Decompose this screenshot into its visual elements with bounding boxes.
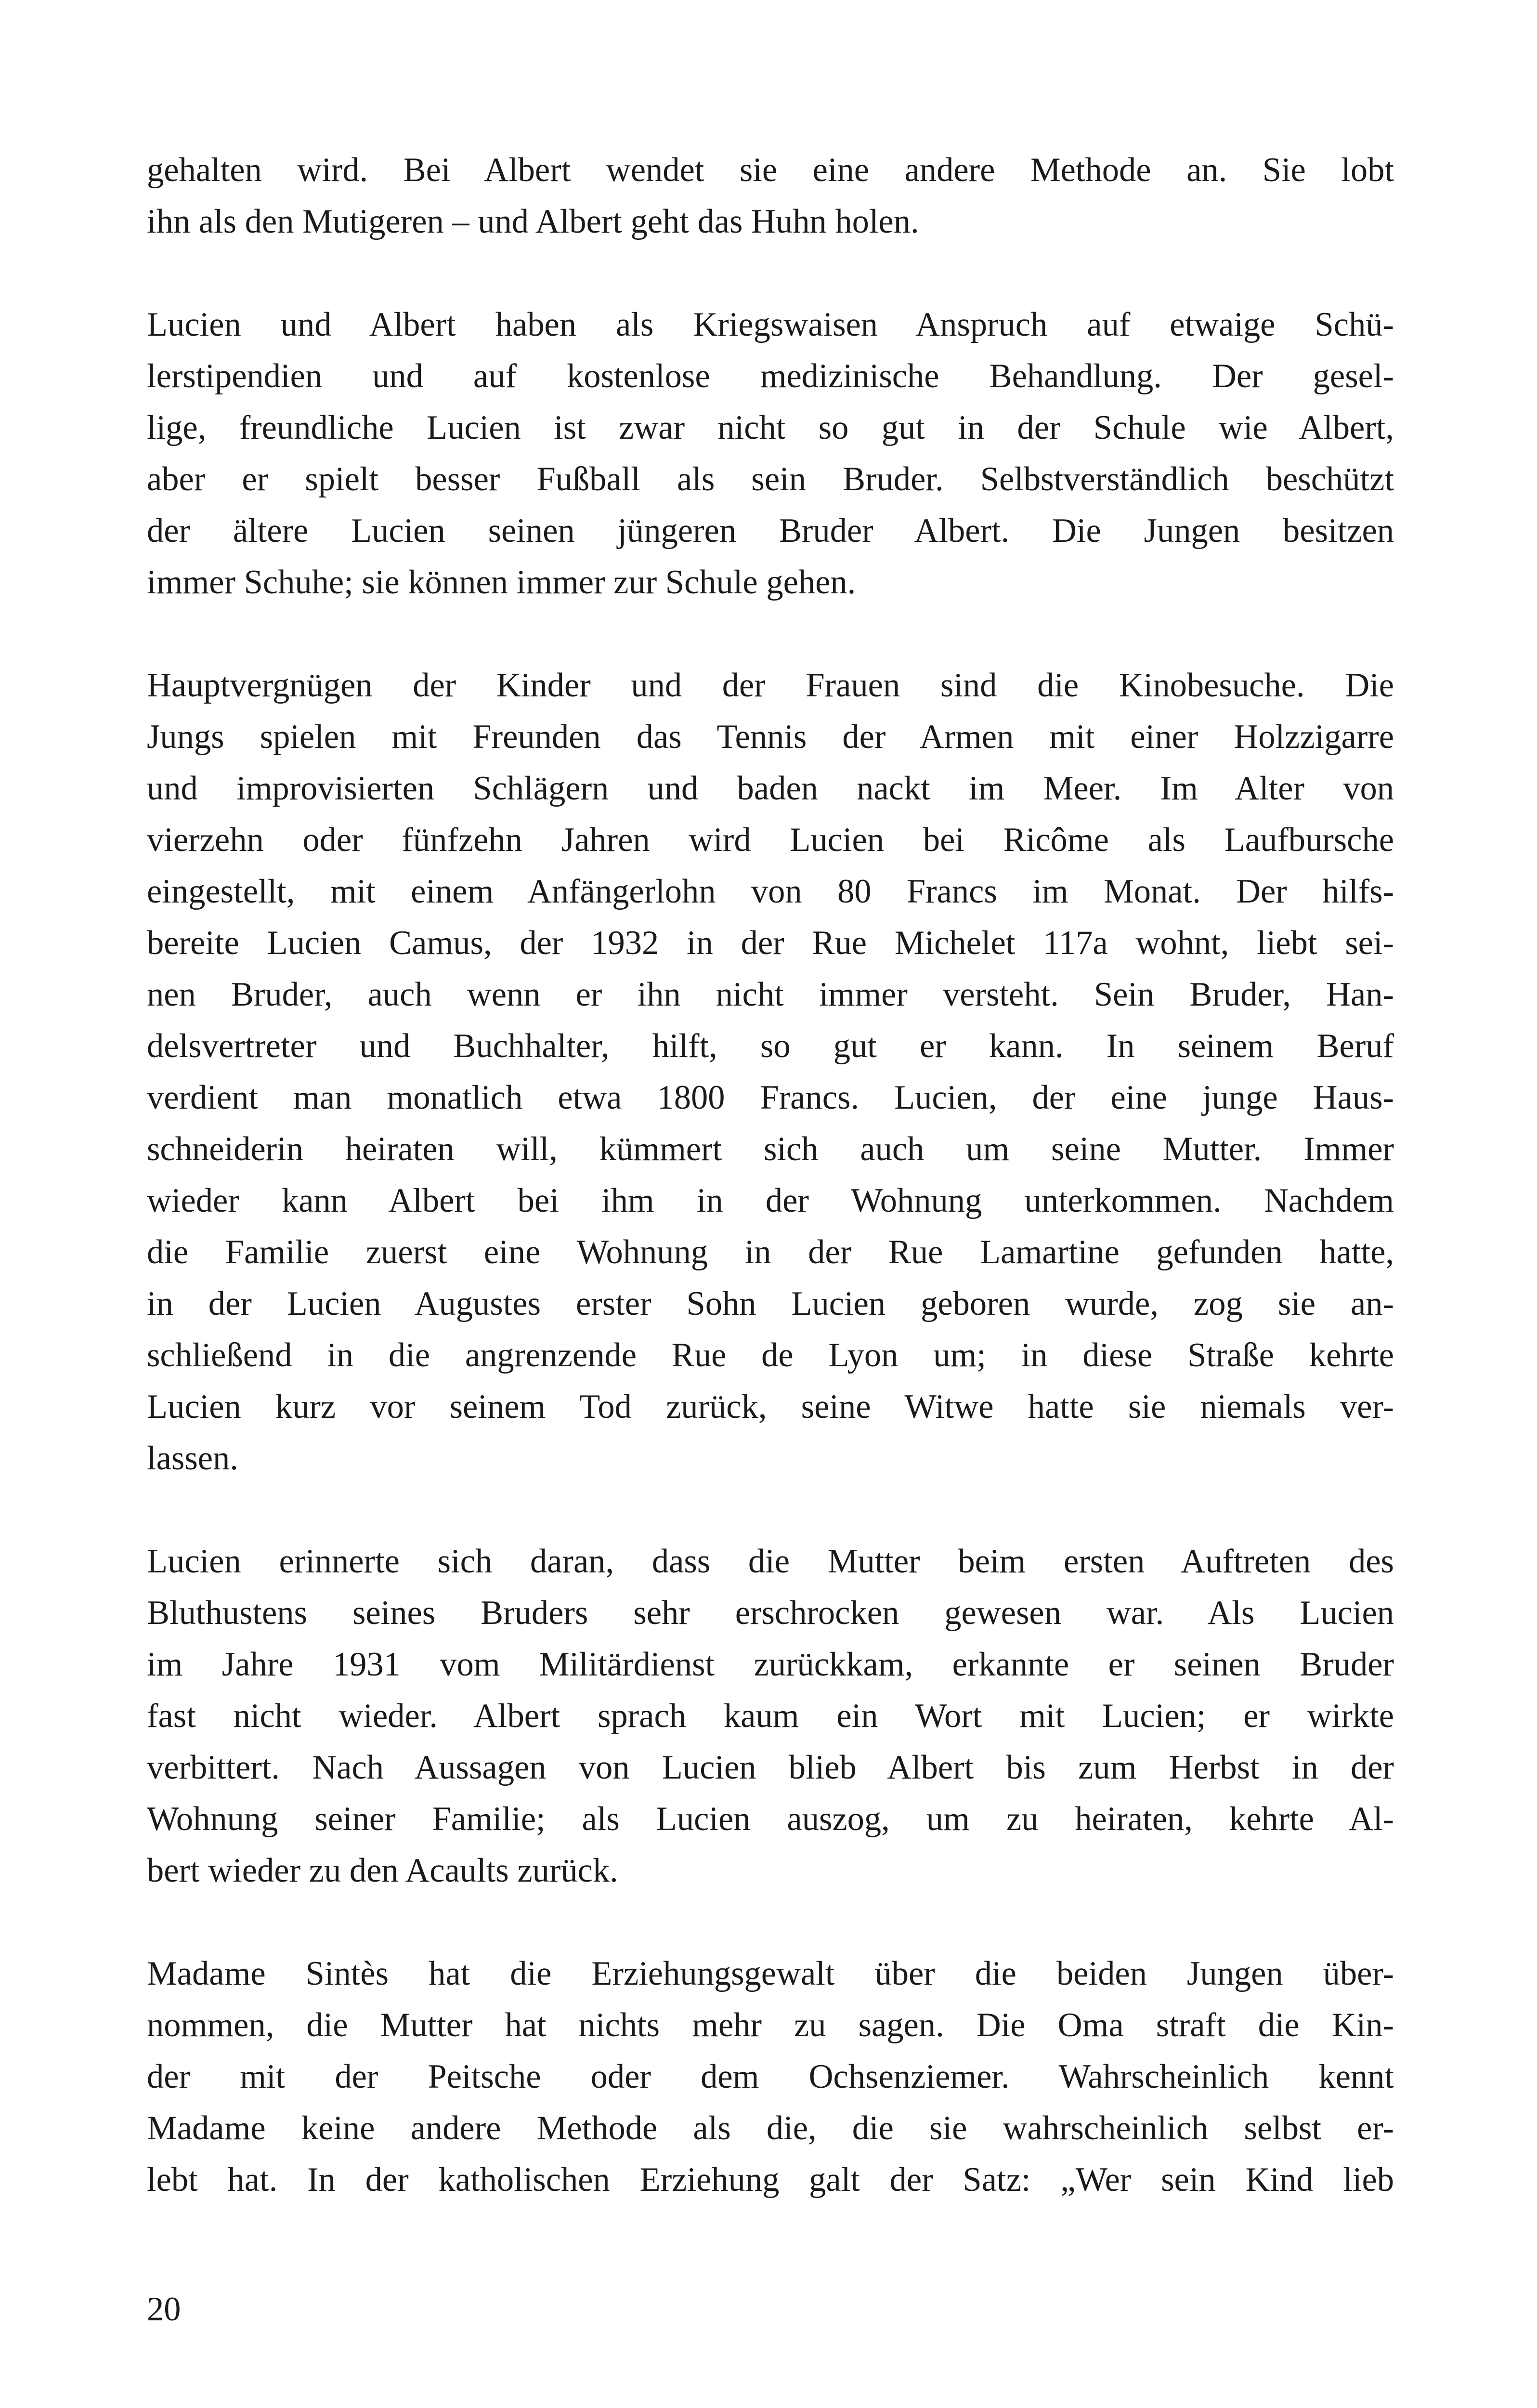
paragraph [147,660,1394,1484]
text-line: Hauptvergnügen der Kinder und der Frauen sind die Kinobesuche. Die [147,667,1394,704]
text-line: vierzehn oder fünfzehn Jahren wird Lucien bei Ricôme als Laufbursche [147,821,1394,859]
text-line: aber er spielt besser Fußball als sein Bruder. Selbstverständlich beschützt [147,460,1394,498]
text-line: immer Schuhe; sie können immer zur Schule gehen. [147,563,856,601]
text-line: Madame Sintès hat die Erziehungsgewalt über die beiden Jungen über- [147,1955,1394,1992]
text-line: lerstipendien und auf kostenlose medizinische Behandlung. Der gesel- [147,357,1394,395]
text-line: schneiderin heiraten will, kümmert sich auch um seine Mutter. Immer [147,1130,1394,1168]
text-line: Jungs spielen mit Freunden das Tennis der Armen mit einer Holzzigarre [147,718,1394,756]
text-line: in der Lucien Augustes erster Sohn Lucien geboren wurde, zog sie an- [147,1285,1394,1322]
paragraph [147,144,1394,248]
paragraph [147,1536,1394,1897]
text-line: bereite Lucien Camus, der 1932 in der Rue Michelet 117a wohnt, liebt sei- [147,924,1394,962]
text-line: verbittert. Nach Aussagen von Lucien blieb Albert bis zum Herbst in der [147,1749,1394,1786]
text-line: Wohnung seiner Familie; als Lucien auszog, um zu heiraten, kehrte Al- [147,1800,1394,1838]
text-line: Lucien erinnerte sich daran, dass die Mutter beim ersten Auftreten des [147,1543,1394,1580]
text-line: die Familie zuerst eine Wohnung in der Rue Lamartine gefunden hatte, [147,1233,1394,1271]
text-line: Madame keine andere Methode als die, die sie wahrscheinlich selbst er- [147,2109,1394,2147]
text-line: verdient man monatlich etwa 1800 Francs. Lucien, der eine junge Haus- [147,1079,1394,1116]
text-line: Lucien kurz vor seinem Tod zurück, seine Witwe hatte sie niemals ver- [147,1388,1394,1426]
paragraph [147,299,1394,608]
page-number: 20 [147,2290,181,2328]
text-line: wieder kann Albert bei ihm in der Wohnung unterkommen. Nachdem [147,1182,1394,1219]
body-text [147,144,1394,2206]
text-line: lebt hat. In der katholischen Erziehung galt der Satz: „Wer sein Kind lieb [147,2161,1394,2199]
paragraph [147,1948,1394,2206]
text-line: nommen, die Mutter hat nichts mehr zu sagen. Die Oma straft die Kin- [147,2006,1394,2044]
text-line: gehalten wird. Bei Albert wendet sie eine andere Methode an. Sie lobt [147,151,1394,189]
text-line: bert wieder zu den Acaults zurück. [147,1852,618,1889]
text-line: Lucien und Albert haben als Kriegswaisen Anspruch auf etwaige Schü- [147,306,1394,343]
text-line: im Jahre 1931 vom Militärdienst zurückkam, erkannte er seinen Bruder [147,1646,1394,1683]
text-line: fast nicht wieder. Albert sprach kaum ein Wort mit Lucien; er wirkte [147,1697,1394,1735]
text-line: ihn als den Mutigeren – und Albert geht das Huhn holen. [147,203,919,240]
text-line: schließend in die angrenzende Rue de Lyon um; in diese Straße kehrte [147,1336,1394,1374]
text-line: nen Bruder, auch wenn er ihn nicht immer versteht. Sein Bruder, Han- [147,976,1394,1013]
text-line: lige, freundliche Lucien ist zwar nicht so gut in der Schule wie Albert, [147,409,1394,446]
text-line: und improvisierten Schlägern und baden nackt im Meer. Im Alter von [147,770,1394,807]
text-line: lassen. [147,1440,238,1477]
text-line: Bluthustens seines Bruders sehr erschrocken gewesen war. Als Lucien [147,1594,1394,1632]
text-line: der ältere Lucien seinen jüngeren Bruder Albert. Die Jungen besitzen [147,512,1394,550]
text-line: eingestellt, mit einem Anfängerlohn von 80 Francs im Monat. Der hilfs- [147,873,1394,910]
text-line: der mit der Peitsche oder dem Ochsenziemer. Wahrscheinlich kennt [147,2058,1394,2095]
text-line: delsvertreter und Buchhalter, hilft, so gut er kann. In seinem Beruf [147,1027,1394,1065]
